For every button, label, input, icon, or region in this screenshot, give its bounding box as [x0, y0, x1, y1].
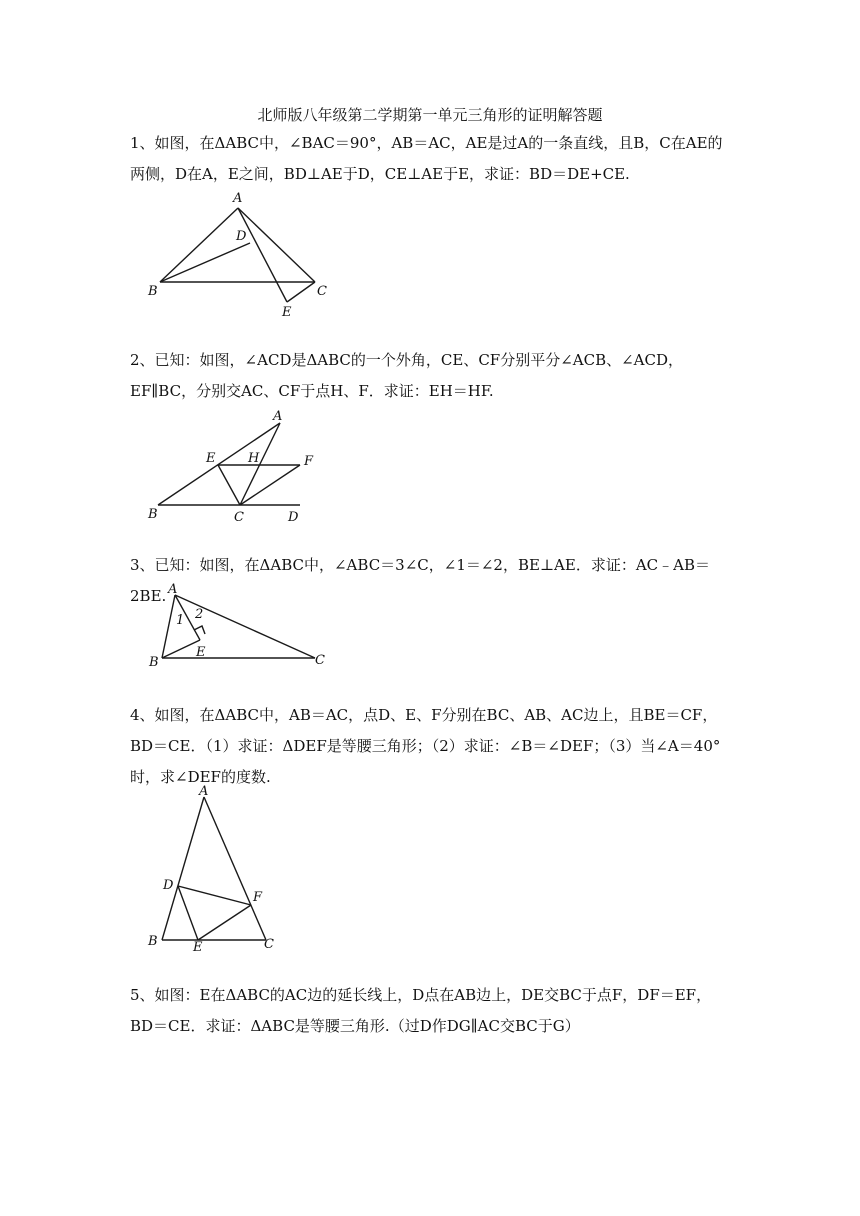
label-C: C	[315, 653, 325, 668]
label-A: A	[233, 191, 243, 206]
segment-DE	[178, 886, 198, 940]
label-A: A	[199, 784, 209, 799]
label-E: E	[282, 305, 292, 320]
label-D: D	[236, 229, 247, 244]
segment-AC	[204, 797, 266, 940]
label-B: B	[149, 655, 159, 670]
segment-AB	[162, 595, 175, 658]
label-D: D	[288, 510, 299, 525]
label-B: B	[148, 507, 158, 522]
label-E: E	[193, 940, 203, 955]
label-F: F	[253, 890, 263, 905]
label-A: A	[168, 582, 178, 597]
label-F: F	[304, 454, 314, 469]
label-H: H	[248, 451, 260, 466]
segment-BD	[160, 243, 250, 282]
label-angle-1: 1	[176, 613, 185, 628]
label-A: A	[273, 409, 283, 424]
segment-BA	[158, 423, 280, 505]
problem-3-text: 3、已知：如图，在ΔABC中，∠ABC＝3∠C，∠1＝∠2，BE⊥AE．求证：AC﹣AB＝2BE.	[130, 556, 711, 605]
segment-AE	[238, 208, 287, 302]
problem-1-figure	[140, 190, 340, 320]
problem-4-text: 4、如图，在ΔABC中，AB＝AC，点D、E、F分别在BC、AB、AC边上，且BE＝CF，BD＝CE．（1）求证：ΔDEF是等腰三角形；（2）求证：∠B＝∠DEF；（3）当∠A＝40°时，求∠DEF的度数.	[130, 706, 721, 786]
segment-AB	[160, 208, 238, 282]
problem-3-figure	[140, 580, 340, 675]
problem-4-figure	[140, 785, 300, 960]
problem-5-text: 5、如图：E在ΔABC的AC边的延长线上，D点在AB边上，DE交BC于点F，DF＝EF，BD＝CE．求证：ΔABC是等腰三角形.（过D作DG∥AC交BC于G）	[130, 986, 712, 1035]
segment-BE	[162, 640, 200, 658]
problem-2-figure	[140, 405, 340, 530]
segment-CE	[287, 282, 315, 302]
label-angle-2: 2	[195, 607, 204, 622]
segment-AC	[238, 208, 315, 282]
label-C: C	[264, 937, 274, 952]
label-C: C	[234, 510, 244, 525]
segment-EF	[198, 905, 251, 940]
label-E: E	[196, 645, 206, 660]
segment-CE	[218, 465, 240, 505]
label-E: E	[206, 451, 216, 466]
document-title: 北师版八年级第二学期第一单元三角形的证明解答题	[257, 106, 603, 124]
segment-AB	[162, 797, 204, 940]
problem-2-text: 2、已知：如图，∠ACD是ΔABC的一个外角，CE、CF分别平分∠ACB、∠ACD，EF∥BC，分别交AC、CF于点H、F．求证：EH＝HF.	[130, 351, 684, 400]
label-B: B	[148, 934, 158, 949]
label-C: C	[317, 284, 327, 299]
segment-AC	[240, 423, 280, 505]
problem-1-text: 1、如图，在ΔABC中，∠BAC＝90°，AB＝AC，AE是过A的一条直线，且B，C在AE的两侧，D在A，E之间，BD⊥AE于D，CE⊥AE于E，求证：BD＝DE+CE.	[130, 134, 723, 183]
label-D: D	[163, 878, 174, 893]
segment-DF	[178, 886, 251, 905]
label-B: B	[148, 284, 158, 299]
